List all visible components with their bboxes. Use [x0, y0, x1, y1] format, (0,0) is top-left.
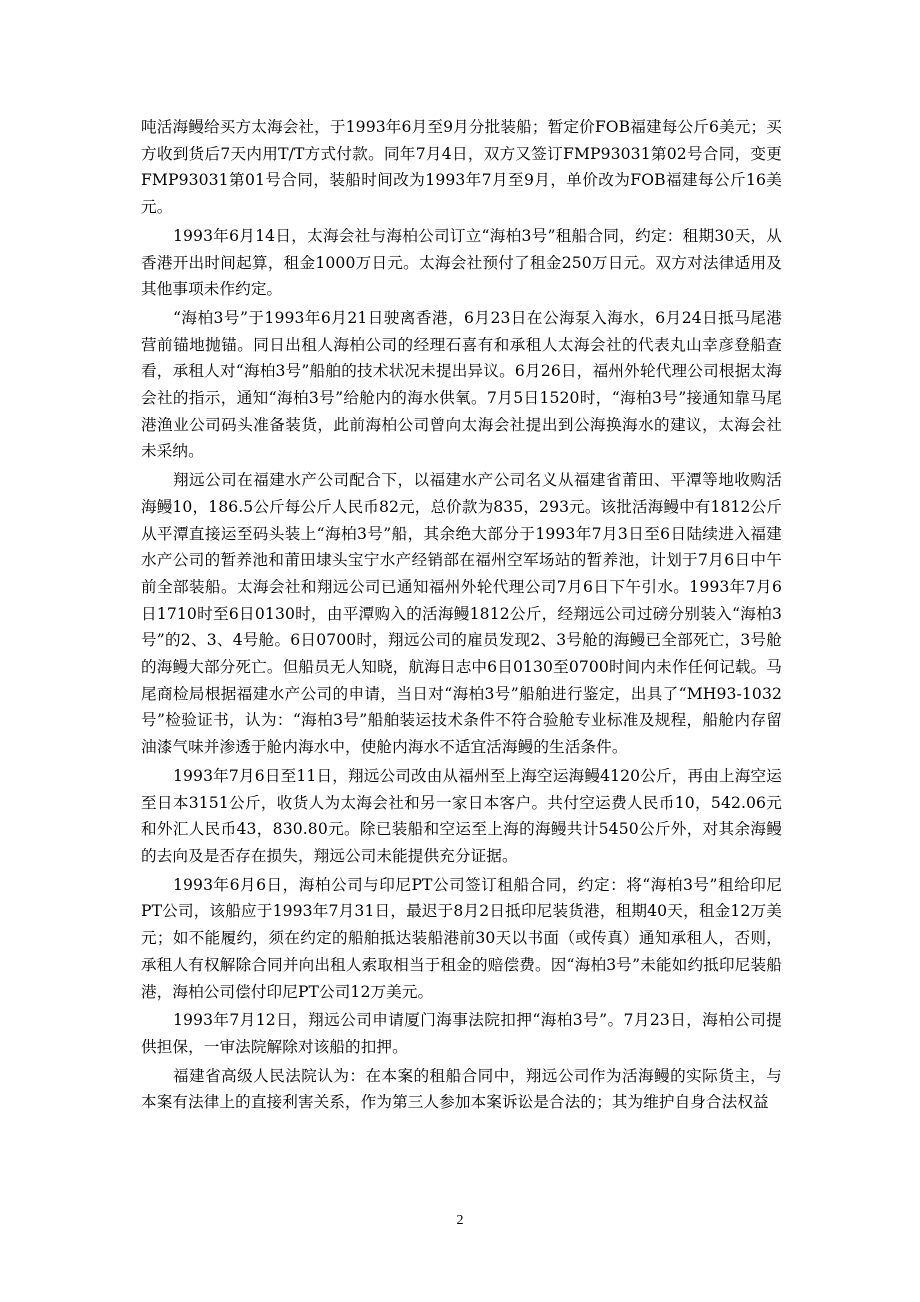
paragraph: 1993年7月12日，翔远公司申请厦门海事法院扣押“海柏3号”。7月23日，海柏公司提供担保，一审法院解除对该船的扣押。	[141, 1011, 782, 1056]
page-number: 2	[456, 1213, 464, 1228]
paragraph: 福建省高级人民法院认为：在本案的租船合同中，翔远公司作为活海鳗的实际货主，与本案有法律上的直接利害关系，作为第三人参加本案诉讼是合法的；其为维护自身合法权益	[141, 1066, 782, 1112]
document-body	[141, 114, 782, 1118]
paragraph: “海柏3号”于1993年6月21日驶离香港，6月23日在公海泵入海水，6月24日抵马尾港营前锚地抛锚。同日出租人海柏公司的经理石喜有和承租人太海会社的代表丸山幸彦登船查看，承租人对“海柏3号”船舶的技术状况未提出异议。6月26日，福州外轮代理公司根据太海会社的指示，通知“海柏3号”给舱内的海水供氧。7月5日1520时，“海柏3号”接通知靠马尾港渔业公司码头准备装货，此前海柏公司曾向太海会社提出到公海换海水的建议，太海会社未采纳。	[141, 308, 782, 461]
paragraph: 1993年6月14日，太海会社与海柏公司订立“海柏3号”租船合同，约定：租期30天，从香港开出时间起算，租金1000万日元。太海会社预付了租金250万日元。双方对法律适用及其他事项未作约定。	[141, 226, 782, 299]
paragraph: 吨活海鳗给买方太海会社，于1993年6月至9月分批装船；暂定价FOB福建每公斤6美元；买方收到货后7天内用T/T方式付款。同年7月4日，双方又签订FMP93031第02号合同，变更FMP93031第01号合同，装船时间改为1993年7月至9月，单价改为FOB福建每公斤16美元。	[141, 118, 782, 217]
paragraph: 1993年6月6日，海柏公司与印尼PT公司签订租船合同，约定：将“海柏3号”租给印尼PT公司，该船应于1993年7月31日，最迟于8月2日抵印尼装货港，租期40天，租金12万美元；如不能履约，须在约定的船舶抵达装船港前30天以书面（或传真）通知承租人，否则，承租人有权解除合同并向出租人索取相当于租金的赔偿费。因“海柏3号”未能如约抵印尼装船港，海柏公司偿付印尼PT公司12万美元。	[141, 875, 782, 1001]
paragraph: 1993年7月6日至11日，翔远公司改由从福州至上海空运海鳗4120公斤，再由上海空运至日本3151公斤，收货人为太海会社和另一家日本客户。共付空运费人民币10，542.06元和外汇人民币43，830.80元。除已装船和空运至上海的海鳗共计5450公斤外，对其余海鳗的去向及是否存在损失，翔远公司未能提供充分证据。	[141, 766, 782, 865]
paragraph: 翔远公司在福建水产公司配合下，以福建水产公司名义从福建省莆田、平潭等地收购活海鳗10，186.5公斤每公斤人民币82元，总价款为835，293元。该批活海鳗中有1812公斤从平潭直接运至码头装上“海柏3号”船，其余绝大部分于1993年7月3日至6日陆续进入福建水产公司的暂养池和莆田埭头宝宁水产经销部在福州空军场站的暂养池，计划于7月6日中午前全部装船。太海会社和翔远公司已通知福州外轮代理公司7月6日下午引水。1993年7月6日1710时至6日0130时，由平潭购入的活海鳗1812公斤，经翔远公司过磅分别装入“海柏3号”的2、3、4号舱。6日0700时，翔远公司的雇员发现2、3号舱的海鳗已全部死亡，3号舱的海鳗大部分死亡。但船员无人知晓，航海日志中6日0130至0700时间内未作任何记载。马尾商检局根据福建水产公司的申请，当日对“海柏3号”船舶进行鉴定，出具了“MH93-1032号”检验证书，认为：“海柏3号”船舶装运技术条件不符合验舱专业标准及规程，船舱内存留油漆气味并渗透于舱内海水中，使舱内海水不适宜活海鳗的生活条件。	[141, 471, 782, 757]
